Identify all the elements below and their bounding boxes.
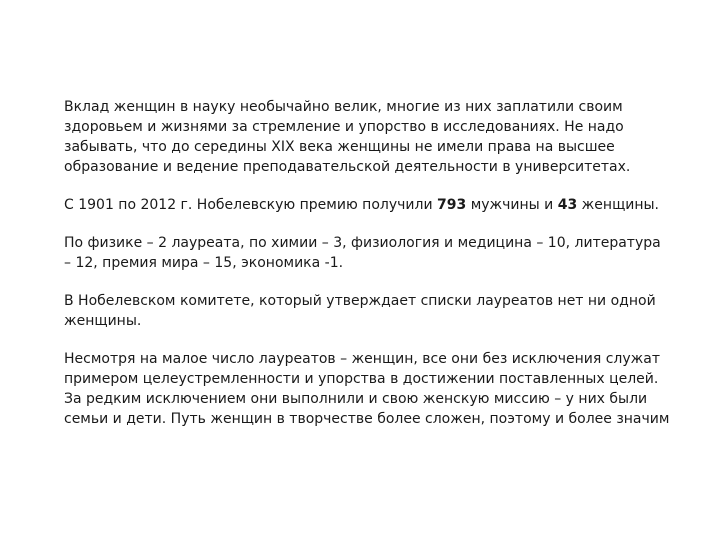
text-line: – 12, премия мира – 15, экономика -1.	[64, 255, 344, 271]
text-line: семьи и дети. Путь женщин в творчестве более сложен, поэтому и более значим	[64, 411, 670, 427]
text-line: примером целеустремленности и упорства в достижении поставленных целей.	[64, 371, 659, 387]
text-line: Вклад женщин в науку необычайно велик, многие из них заплатили своим	[64, 99, 623, 115]
text-line: женщины.	[64, 313, 142, 329]
paragraph-contribution	[64, 97, 684, 177]
text-line: Несмотря на малое число лауреатов – женщин, все они без исключения служат	[64, 351, 660, 367]
women-count: 43	[557, 197, 578, 213]
paragraph-nobel-counts	[64, 195, 684, 215]
text-line: За редким исключением они выполнили и свою женскую миссию – у них были	[64, 391, 648, 407]
men-count: 793	[437, 197, 467, 213]
paragraph-committee	[64, 291, 684, 331]
paragraph-by-field	[64, 233, 684, 273]
text-line: В Нобелевском комитете, который утверждает списки лауреатов нет ни одной	[64, 293, 656, 309]
text-line	[64, 195, 684, 215]
counts-suffix: женщины.	[577, 197, 660, 213]
text-line: забывать, что до середины XIX века женщины не имели права на высшее	[64, 139, 615, 155]
counts-middle: мужчины и	[466, 197, 558, 213]
slide-body	[64, 97, 684, 429]
text-line: здоровьем и жизнями за стремление и упорство в исследованиях. Не надо	[64, 119, 624, 135]
text-line: По физике – 2 лауреата, по химии – 3, физиология и медицина – 10, литература	[64, 235, 661, 251]
paragraph-conclusion	[64, 349, 684, 429]
counts-prefix: С 1901 по 2012 г. Нобелевскую премию получили	[64, 197, 438, 213]
text-line: образование и ведение преподавательской деятельности в университетах.	[64, 159, 631, 175]
